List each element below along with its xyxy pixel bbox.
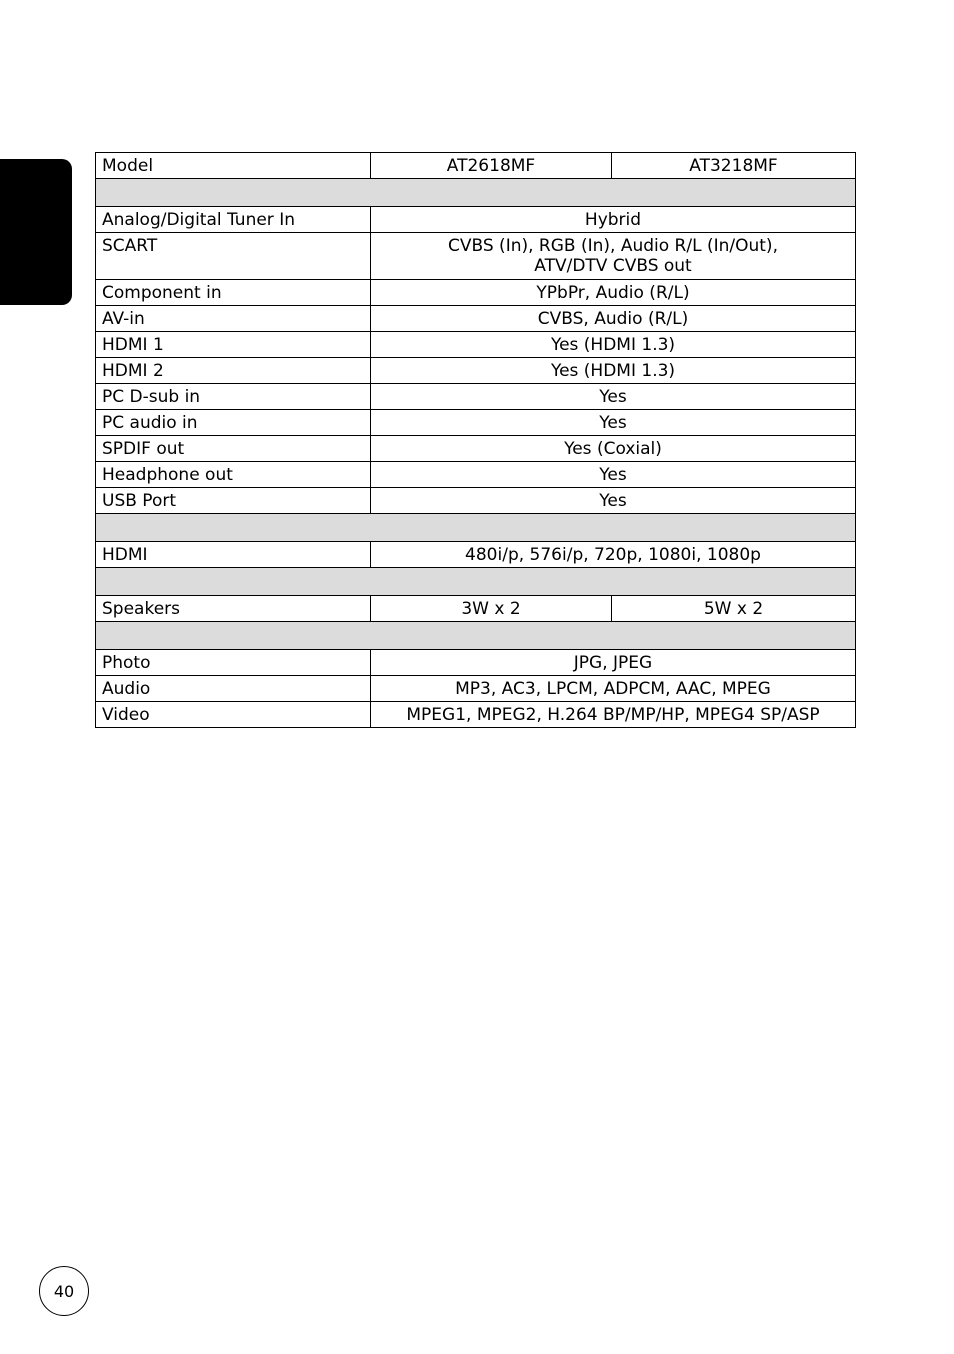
language-tab-label: English — [30, 354, 52, 428]
row-label: HDMI — [96, 542, 371, 568]
row-value: CVBS, Audio (R/L) — [371, 306, 856, 332]
row-value: MPEG1, MPEG2, H.264 BP/MP/HP, MPEG4 SP/ASP — [371, 702, 856, 728]
section-header-cell — [96, 622, 856, 650]
row-label: AV-in — [96, 306, 371, 332]
table-row — [96, 358, 856, 384]
row-value: Hybrid — [371, 207, 856, 233]
table-row — [96, 436, 856, 462]
section-header-row — [96, 568, 856, 596]
table-row — [96, 488, 856, 514]
row-value: JPG, JPEG — [371, 650, 856, 676]
table-row — [96, 332, 856, 358]
section-header-cell — [96, 179, 856, 207]
row-value: Yes (Coxial) — [371, 436, 856, 462]
table-row — [96, 410, 856, 436]
table-row — [96, 384, 856, 410]
row-value: 480i/p, 576i/p, 720p, 1080i, 1080p — [371, 542, 856, 568]
section-header-row — [96, 179, 856, 207]
row-label: PC D-sub in — [96, 384, 371, 410]
row-label: Component in — [96, 280, 371, 306]
row-value-line: ATV/DTV CVBS out — [534, 256, 692, 276]
row-value: Yes (HDMI 1.3) — [371, 332, 856, 358]
row-value-line: CVBS (In), RGB (In), Audio R/L (In/Out), — [448, 236, 778, 256]
model-label: Model — [96, 153, 371, 179]
row-value-a: 3W x 2 — [371, 596, 612, 622]
row-value: YPbPr, Audio (R/L) — [371, 280, 856, 306]
row-label: HDMI 2 — [96, 358, 371, 384]
spec-table — [95, 152, 856, 728]
row-label: Speakers — [96, 596, 371, 622]
table-row — [96, 650, 856, 676]
table-row — [96, 542, 856, 568]
table-row — [96, 306, 856, 332]
model-b-header: AT3218MF — [612, 153, 856, 179]
row-value — [371, 233, 856, 280]
row-label: Analog/Digital Tuner In — [96, 207, 371, 233]
row-value: Yes (HDMI 1.3) — [371, 358, 856, 384]
section-header-row — [96, 514, 856, 542]
table-row — [96, 280, 856, 306]
model-a-header: AT2618MF — [371, 153, 612, 179]
row-label: SPDIF out — [96, 436, 371, 462]
table-row — [96, 596, 856, 622]
table-row — [96, 233, 856, 280]
row-label: SCART — [96, 233, 371, 280]
section-header-cell — [96, 568, 856, 596]
table-row — [96, 207, 856, 233]
table-row — [96, 676, 856, 702]
row-label: PC audio in — [96, 410, 371, 436]
row-label: Headphone out — [96, 462, 371, 488]
row-value-b: 5W x 2 — [612, 596, 856, 622]
row-label: Audio — [96, 676, 371, 702]
table-header-row — [96, 153, 856, 179]
row-value: Yes — [371, 462, 856, 488]
row-label: USB Port — [96, 488, 371, 514]
page-number: 40 — [39, 1266, 89, 1316]
row-value: Yes — [371, 384, 856, 410]
row-label: HDMI 1 — [96, 332, 371, 358]
language-tab — [0, 159, 72, 428]
row-value: MP3, AC3, LPCM, ADPCM, AAC, MPEG — [371, 676, 856, 702]
row-label: Video — [96, 702, 371, 728]
section-header-cell — [96, 514, 856, 542]
row-value: Yes — [371, 410, 856, 436]
table-row — [96, 702, 856, 728]
section-header-row — [96, 622, 856, 650]
row-label: Photo — [96, 650, 371, 676]
table-row — [96, 462, 856, 488]
row-value: Yes — [371, 488, 856, 514]
